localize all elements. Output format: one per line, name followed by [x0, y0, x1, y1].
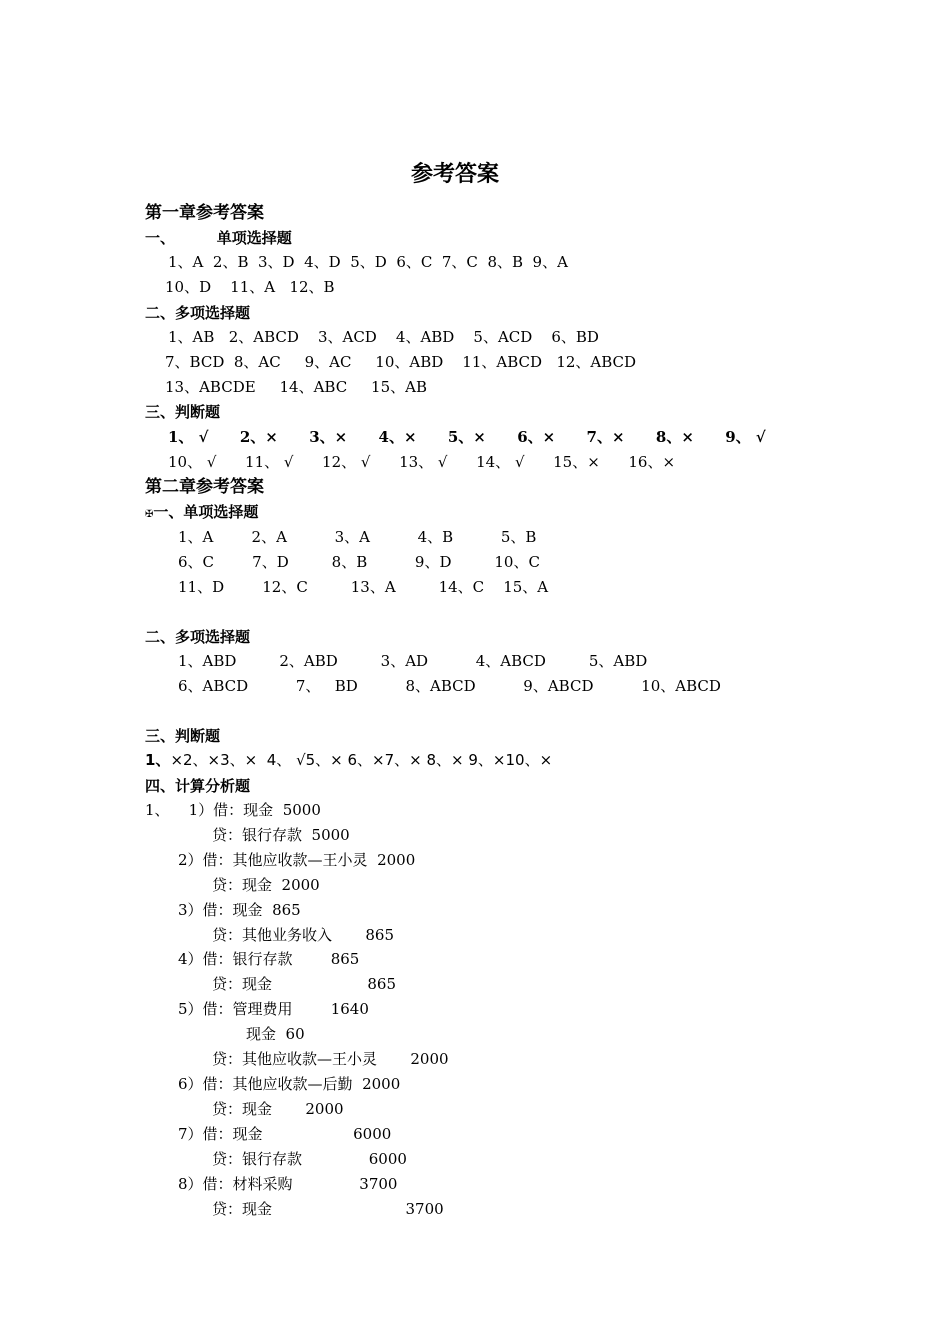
ch2-true-false-answers — [145, 750, 552, 770]
journal-entry-line: 3）借：现金 865 — [178, 901, 301, 919]
ch1-single-choice-answers-1: 1、A 2、B 3、D 4、D 5、D 6、C 7、C 8、B 9、A — [168, 253, 568, 271]
ch2-true-false-heading: 三、判断题 — [145, 727, 221, 745]
journal-entry-line: 2）借：其他应收款—王小灵 2000 — [178, 851, 416, 869]
journal-entry-line: 现金 60 — [246, 1025, 305, 1043]
ch2-multi-choice-answers-1: 1、ABD 2、ABD 3、AD 4、ABCD 5、ABD — [178, 652, 648, 670]
journal-entry-line: 6）借：其他应收款—后勤 2000 — [178, 1075, 401, 1093]
ch1-multi-choice-answers-1: 1、AB 2、ABCD 3、ACD 4、ABD 5、ACD 6、BD — [168, 328, 599, 346]
journal-entry-line: 贷：现金 865 — [212, 975, 396, 993]
ch1-true-false-heading: 三、判断题 — [145, 403, 221, 421]
journal-entry-line: 7）借：现金 6000 — [178, 1125, 392, 1143]
anchor-marker-icon: ✠ — [145, 509, 154, 520]
ch1-multi-choice-answers-2: 7、BCD 8、AC 9、AC 10、ABD 11、ABCD 12、ABCD — [165, 353, 637, 371]
ch2-single-choice-heading: 一、单项选择题 — [153, 503, 259, 521]
ch2-single-choice-answers-3: 11、D 12、C 13、A 14、C 15、A — [178, 578, 549, 596]
ch1-multi-choice-answers-3: 13、ABCDE 14、ABC 15、AB — [165, 378, 427, 396]
ch2-multi-choice-heading: 二、多项选择题 — [145, 628, 251, 646]
ch2-single-choice-answers-2: 6、C 7、D 8、B 9、D 10、C — [178, 553, 540, 571]
journal-entry-line: 贷：其他应收款—王小灵 2000 — [212, 1050, 449, 1068]
ch2-true-false-answers-rest: ×2、×3、× 4、 √5、× 6、×7、× 8、× 9、×10、× — [170, 751, 553, 769]
chapter-1-heading: 第一章参考答案 — [145, 203, 264, 223]
ch1-single-choice-answers-2: 10、D 11、A 12、B — [165, 278, 335, 296]
ch1-multi-choice-heading: 二、多项选择题 — [145, 304, 251, 322]
ch2-single-choice-answers-1: 1、A 2、A 3、A 4、B 5、B — [178, 528, 537, 546]
journal-entry-line: 贷：现金 2000 — [212, 1100, 344, 1118]
ch2-calculation-heading: 四、计算分析题 — [145, 777, 251, 795]
ch1-single-choice-heading: 一、 单项选择题 — [145, 229, 292, 247]
ch2-multi-choice-answers-2: 6、ABCD 7、 BD 8、ABCD 9、ABCD 10、ABCD — [178, 677, 721, 695]
journal-entry-line: 8）借：材料采购 3700 — [178, 1175, 398, 1193]
journal-entry-line: 5）借：管理费用 1640 — [178, 1000, 369, 1018]
ch1-true-false-answers-2: 10、 √ 11、 √ 12、 √ 13、 √ 14、 √ 15、× 16、× — [168, 453, 676, 471]
ch2-single-choice-heading-row — [145, 502, 258, 525]
page-title: 参考答案 — [410, 162, 499, 187]
journal-entry-line: 贷：其他业务收入 865 — [212, 926, 395, 944]
journal-entry-line: 1、 1）借：现金 5000 — [145, 801, 321, 819]
journal-entry-line: 4）借：银行存款 865 — [178, 950, 360, 968]
journal-entry-line: 贷：现金 2000 — [212, 876, 320, 894]
journal-entry-line: 贷：银行存款 6000 — [212, 1150, 407, 1168]
ch1-true-false-answers-1: 1、 √ 2、× 3、× 4、× 5、× 6、× 7、× 8、× 9、 √ — [168, 428, 766, 446]
ch2-true-false-first-number: 1、 — [145, 751, 171, 769]
journal-entry-line: 贷：银行存款 5000 — [212, 826, 350, 844]
chapter-2-heading: 第二章参考答案 — [145, 477, 264, 497]
journal-entry-line: 贷：现金 3700 — [212, 1200, 444, 1218]
